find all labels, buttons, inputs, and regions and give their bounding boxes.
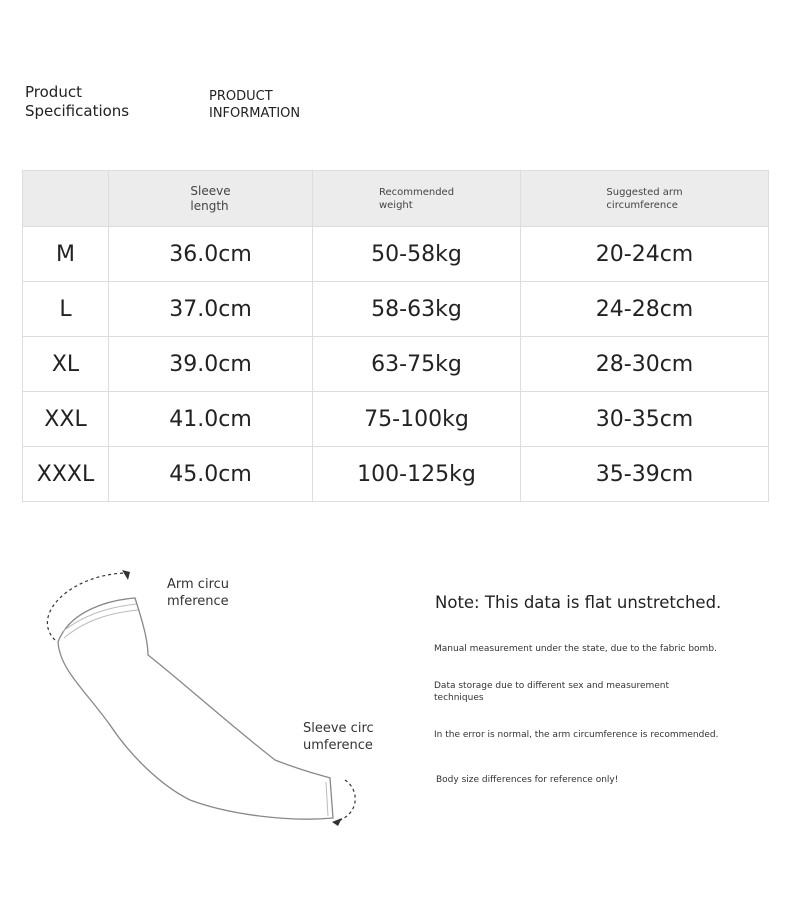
sleeve-length-cell: 41.0cm [109,392,313,447]
label-line: Sleeve circ [303,721,374,736]
size-cell: XXXL [23,447,109,502]
header-sleeve-length [109,171,313,227]
sleeve-length-cell: 36.0cm [109,227,313,282]
size-cell: M [23,227,109,282]
label-line: mference [167,594,229,609]
size-cell: L [23,282,109,337]
table-row [23,447,769,502]
sleeve-circumference-label [303,720,374,754]
header-text: length [190,198,229,213]
weight-cell: 100-125kg [313,447,521,502]
note-item: Data storage due to different sex and measurement techniques [434,681,670,703]
header-arm-circumference [521,171,769,227]
size-cell: XXL [23,392,109,447]
arm-circumference-cell: 20-24cm [521,227,769,282]
subtitle-line: PRODUCT [209,89,273,104]
title-line: Product [25,83,82,101]
note-item: Body size differences for reference only! [436,775,619,785]
table-row [23,392,769,447]
sleeve-length-cell: 45.0cm [109,447,313,502]
sleeve-circumference-arrow-icon [335,780,355,822]
arm-circumference-cell: 24-28cm [521,282,769,337]
weight-cell: 50-58kg [313,227,521,282]
table-row [23,337,769,392]
note-item: In the error is normal, the arm circumference is recommended. [434,730,719,740]
sleeve-shape [58,598,333,819]
arrowhead-icon [122,570,130,580]
header-text: circumference [606,199,678,211]
subtitle-line: INFORMATION [209,106,301,121]
weight-cell: 63-75kg [313,337,521,392]
header-text: weight [378,199,413,211]
header-text: Sleeve [190,183,231,198]
header-recommended-weight [313,171,521,227]
note-title: Note: This data is flat unstretched. [435,593,722,612]
size-table [22,170,769,502]
arm-circumference-label [167,576,229,610]
table-row [23,227,769,282]
arm-circumference-cell: 28-30cm [521,337,769,392]
size-cell: XL [23,337,109,392]
sleeve-length-cell: 39.0cm [109,337,313,392]
label-line: Arm circu [167,577,230,592]
weight-cell: 75-100kg [313,392,521,447]
table-header-row [23,171,769,227]
table-row [23,282,769,337]
note-item: Manual measurement under the state, due to the fabric bomb. [434,644,717,654]
sleeve-length-cell: 37.0cm [109,282,313,337]
arm-circumference-cell: 35-39cm [521,447,769,502]
arrowhead-icon [332,818,342,826]
header-text: Suggested arm [606,186,683,198]
header-text: Recommended [378,186,455,198]
product-specifications-title [25,83,129,121]
product-information-subtitle [209,88,300,122]
header-size [23,171,109,227]
weight-cell: 58-63kg [313,282,521,337]
label-line: umference [303,738,373,753]
arm-circumference-cell: 30-35cm [521,392,769,447]
title-line: Specifications [25,102,130,120]
